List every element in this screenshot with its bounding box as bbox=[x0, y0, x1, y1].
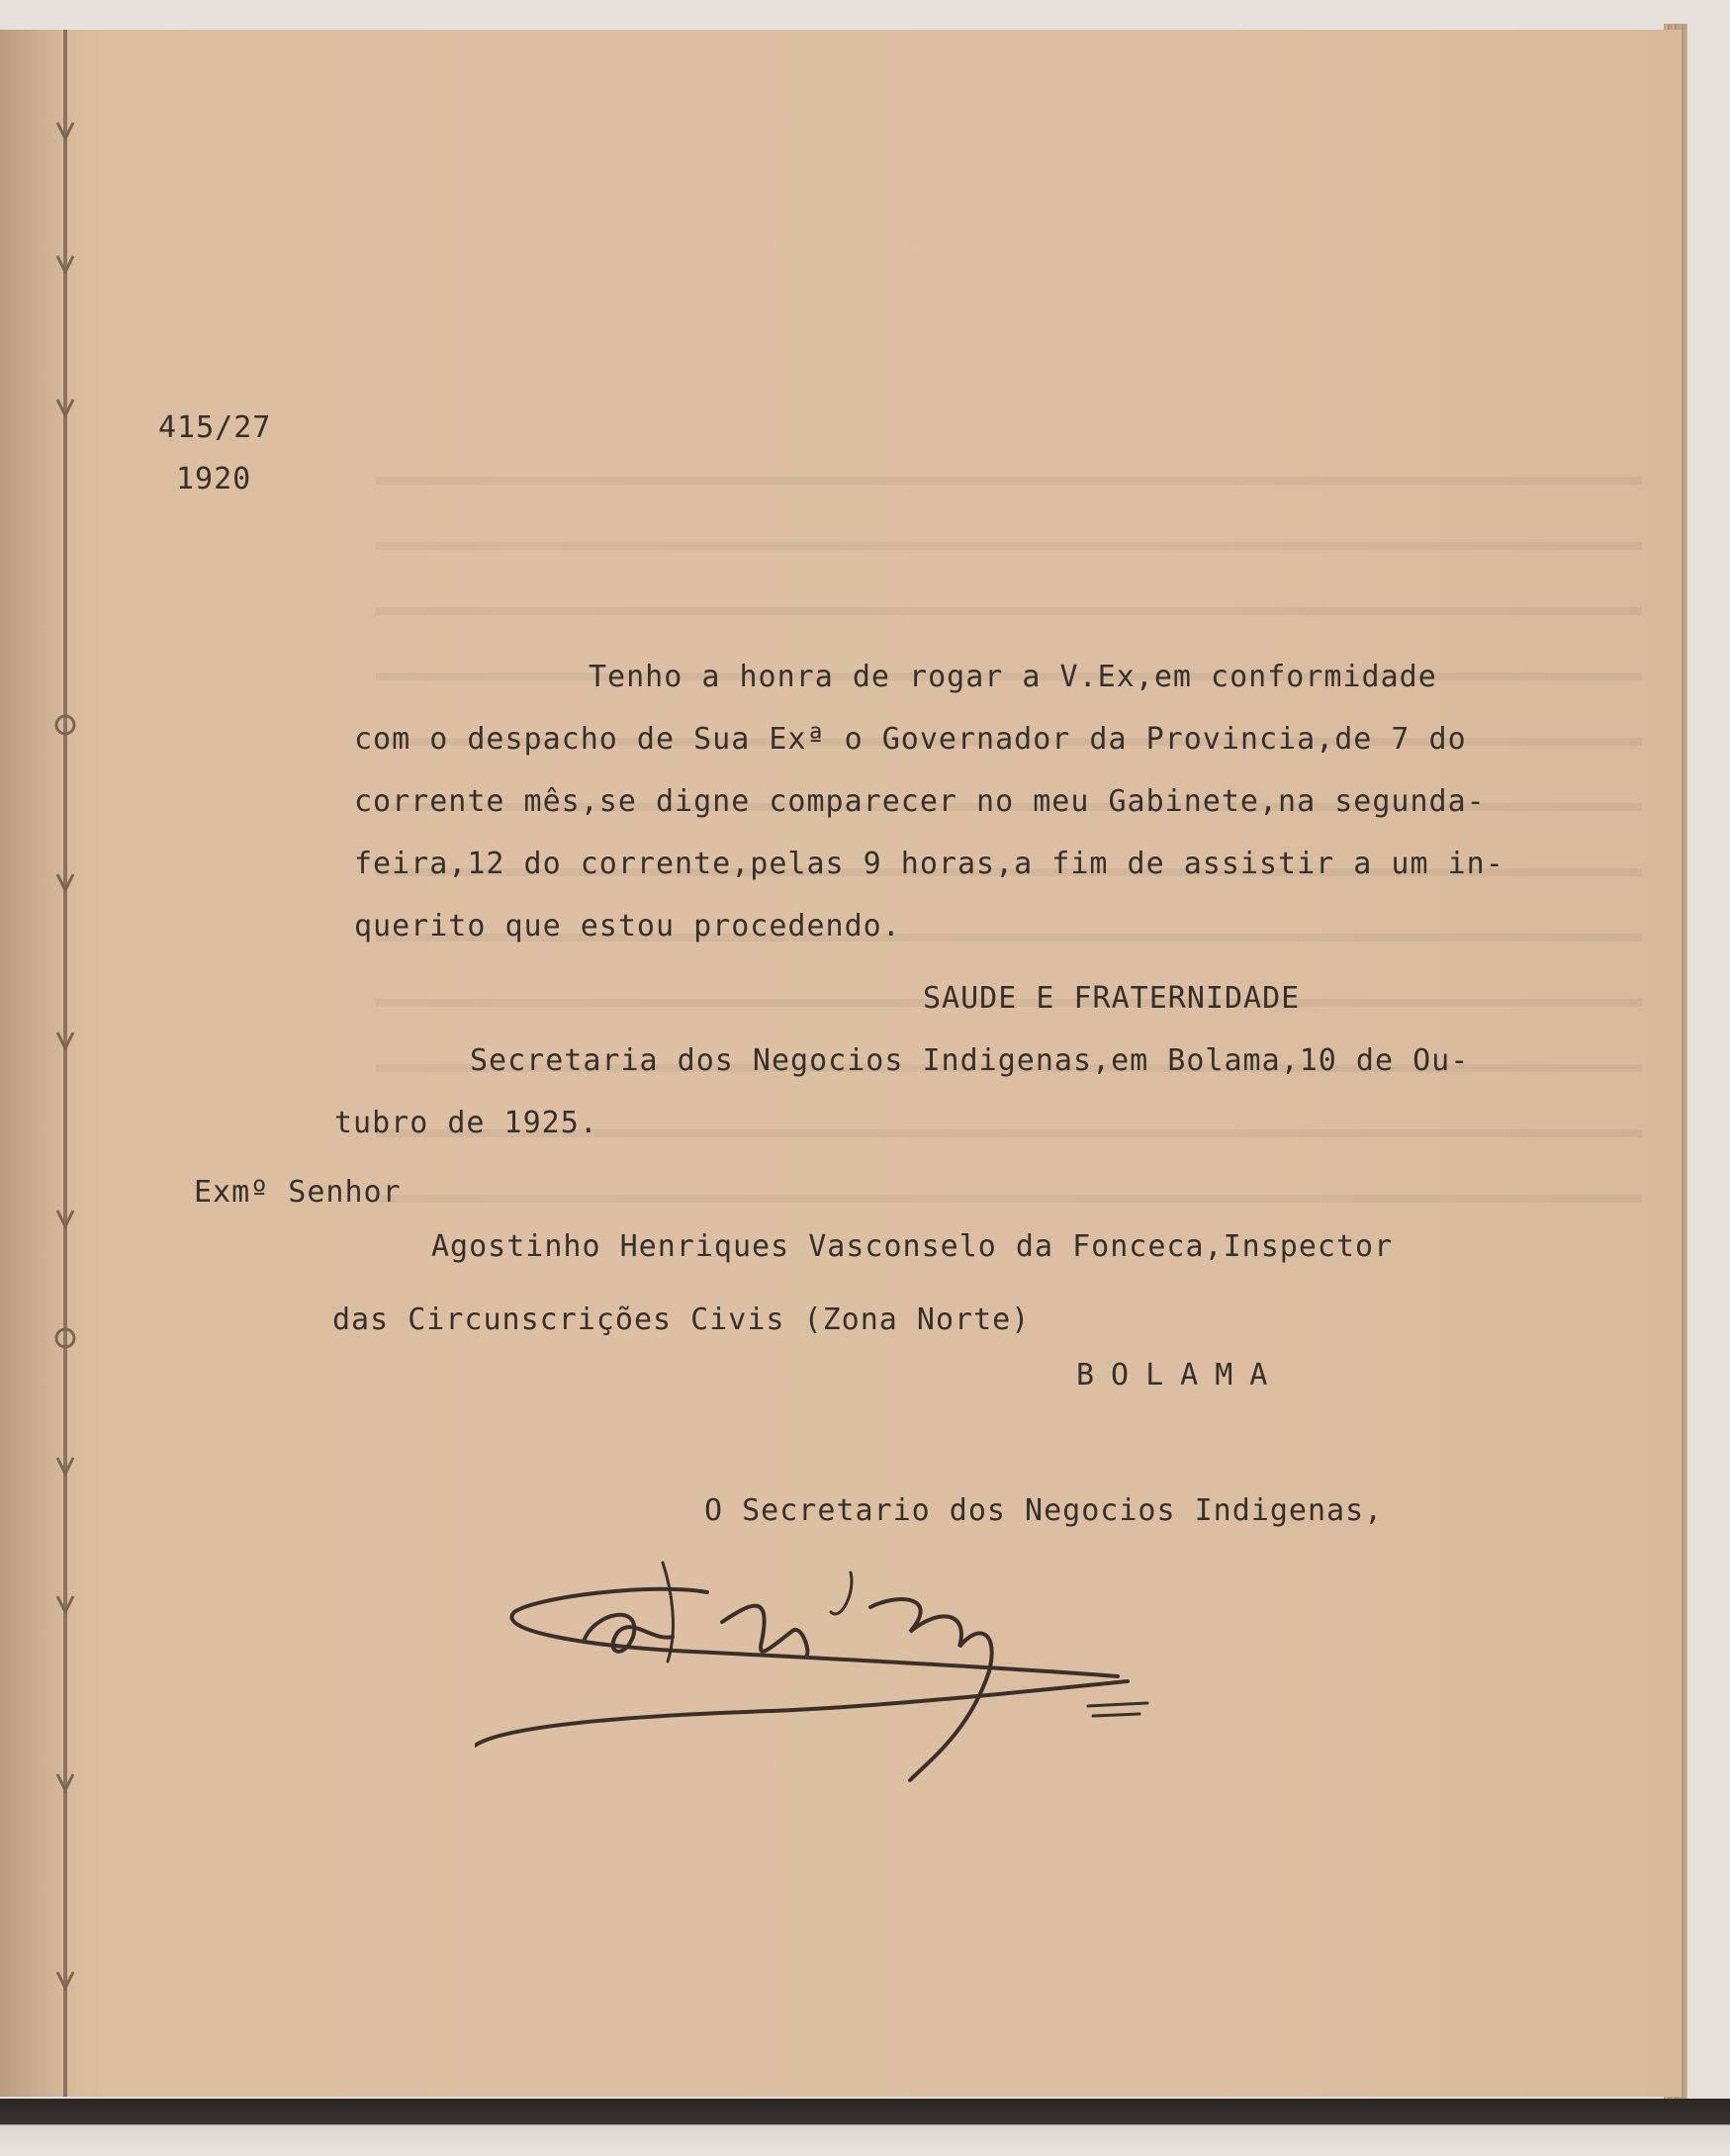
addressee-title: Exmº Senhor bbox=[194, 1175, 402, 1210]
body-line: Tenho a honra de rogar a V.Ex,em conformidade bbox=[589, 660, 1437, 694]
place-date-line: Secretaria dos Negocios Indigenas,em Bolama,10 de Ou- bbox=[470, 1043, 1470, 1078]
stitch-icon bbox=[53, 1029, 77, 1054]
stitch-icon bbox=[53, 252, 77, 278]
body-line: feira,12 do corrente,pelas 9 horas,a fim de assistir a um in- bbox=[354, 847, 1504, 881]
place-date-line: tubro de 1925. bbox=[334, 1106, 598, 1140]
stitch-icon bbox=[53, 1592, 77, 1618]
signature bbox=[475, 1553, 1266, 1790]
stitch-icon bbox=[53, 119, 77, 144]
letter-page bbox=[0, 30, 1682, 2097]
stitch-icon bbox=[53, 1770, 77, 1796]
stitch-icon bbox=[53, 1207, 77, 1232]
body-line: com o despacho de Sua Exª o Governador da Provincia,de 7 do bbox=[354, 722, 1467, 757]
salutation: SAUDE E FRATERNIDADE bbox=[923, 981, 1301, 1016]
stitch-icon bbox=[53, 870, 77, 896]
reference-code: 1920 bbox=[176, 462, 252, 496]
scanner-edge bbox=[0, 2099, 1730, 2156]
stitch-icon bbox=[53, 712, 77, 738]
body-line: corrente mês,se digne comparecer no meu Gabinete,na segunda- bbox=[354, 784, 1486, 819]
bleed-through-text bbox=[376, 425, 1642, 1216]
body-line: querito que estou procedendo. bbox=[354, 909, 901, 943]
addressee-name: Agostinho Henriques Vasconselo da Fonceca,Inspector bbox=[431, 1229, 1394, 1264]
stitch-icon bbox=[53, 396, 77, 421]
stitch-icon bbox=[53, 1325, 77, 1351]
stitch-icon bbox=[53, 1454, 77, 1480]
addressee-city: BOLAMA bbox=[1076, 1358, 1285, 1392]
reference-number: 415/27 bbox=[158, 410, 272, 445]
signatory-title: O Secretario dos Negocios Indigenas, bbox=[704, 1493, 1384, 1528]
addressee-office: das Circunscrições Civis (Zona Norte) bbox=[332, 1303, 1031, 1337]
stitch-icon bbox=[53, 1968, 77, 1994]
